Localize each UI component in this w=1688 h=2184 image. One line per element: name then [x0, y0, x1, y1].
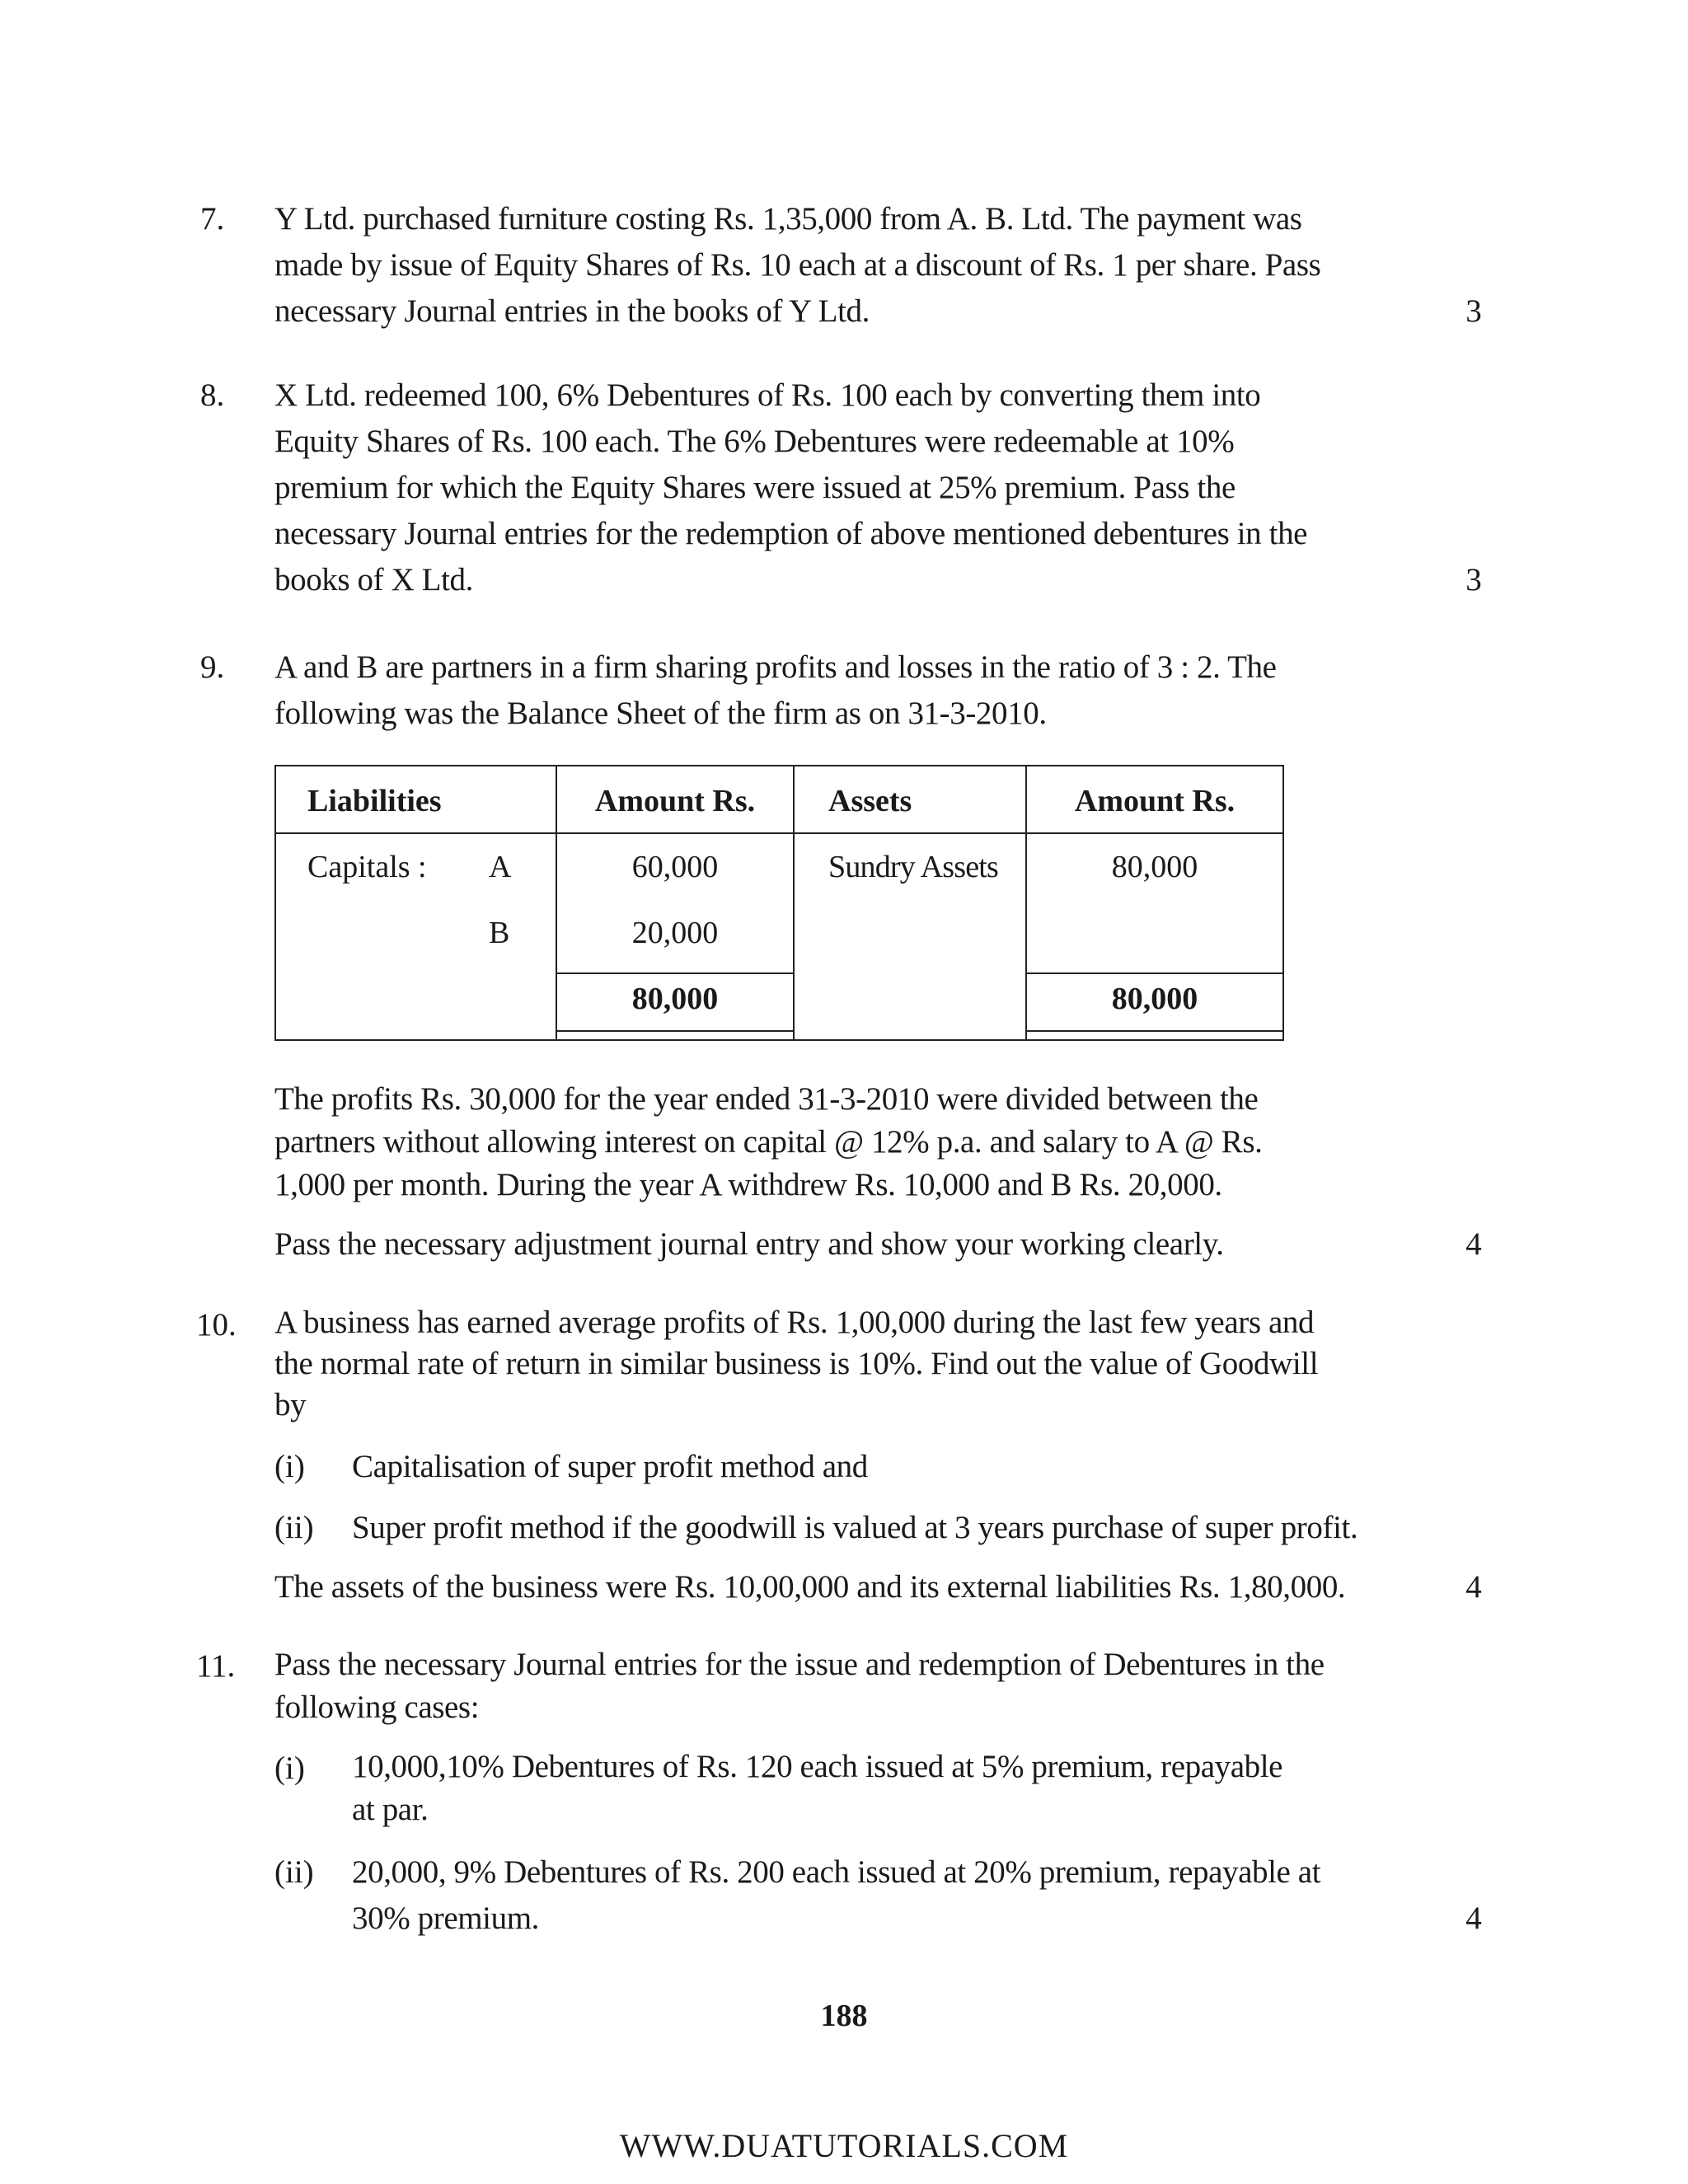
q10-sub1-text: Capitalisation of super profit method and: [352, 1449, 868, 1484]
header-amount-1: Amount Rs.: [594, 784, 756, 818]
page-number: 188: [820, 1999, 868, 2033]
q8-number: 8.: [200, 377, 225, 413]
q9-intro-line-2: following was the Balance Sheet of the firm as on 31-3-2010.: [274, 696, 1047, 731]
header-rule: [276, 832, 1282, 834]
q8-line-3: premium for which the Equity Shares were issued at 25% premium. Pass the: [274, 470, 1236, 505]
q9-number: 9.: [200, 649, 225, 685]
q8-marks: 3: [1465, 562, 1482, 598]
q11-marks: 4: [1465, 1900, 1482, 1936]
q7-text: [274, 196, 1338, 335]
q11-sub1-label: (i): [274, 1750, 305, 1786]
footer-url: WWW.DUATUTORIALS.COM: [619, 2127, 1069, 2164]
q10-closing: [274, 1564, 1346, 1610]
q10-sub2-text: Super profit method if the goodwill is valued at 3 years purchase of super profit.: [352, 1510, 1358, 1545]
table-divider: [793, 766, 795, 1039]
q11-sub1-line-2: at par.: [352, 1792, 429, 1827]
q11-intro-line-1: Pass the necessary Journal entries for the issue and redemption of Debentures in the: [274, 1647, 1325, 1682]
partner-b-label: B: [489, 916, 510, 950]
q10-intro-line-2: the normal rate of return in similar business is 10%. Find out the value of Goodwill: [274, 1346, 1319, 1381]
q8-line-4: necessary Journal entries for the redemption of above mentioned debentures in the: [274, 516, 1308, 551]
balance-sheet-table: [274, 765, 1284, 1041]
q9-body-line-1: The profits Rs. 30,000 for the year ended 31-3-2010 were divided between the: [274, 1081, 1259, 1117]
q10-intro: [274, 1302, 1338, 1426]
total-rule-top: [1025, 972, 1282, 974]
q10-intro-line-3: by: [274, 1387, 307, 1422]
q7-line-1: Y Ltd. purchased furniture costing Rs. 1,35,000 from A. B. Ltd. The payment was: [274, 201, 1302, 237]
total-assets: 80,000: [1111, 982, 1198, 1016]
q10-marks: 4: [1465, 1569, 1482, 1605]
header-assets: Assets: [828, 784, 912, 818]
q8-line-1: X Ltd. redeemed 100, 6% Debentures of Rs. 100 each by converting them into: [274, 377, 1261, 413]
total-liabilities: 80,000: [631, 982, 719, 1016]
asset-name: Sundry Assets: [828, 850, 999, 884]
q11-sub1-text: [352, 1746, 1374, 1831]
q8-line-5: books of X Ltd.: [274, 562, 473, 598]
q11-sub2-line-2: 30% premium.: [352, 1900, 539, 1936]
q10-intro-line-1: A business has earned average profits of Rs. 1,00,000 during the last few years and: [274, 1305, 1315, 1340]
q11-sub2-text: [352, 1849, 1374, 1942]
q10-closing-text: The assets of the business were Rs. 10,00,000 and its external liabilities Rs. 1,80,000.: [274, 1569, 1346, 1605]
q9-body-line-3: 1,000 per month. During the year A withdrew Rs. 10,000 and B Rs. 20,000.: [274, 1167, 1222, 1202]
q11-sub1-line-1: 10,000,10% Debentures of Rs. 120 each issued at 5% premium, repayable: [352, 1749, 1283, 1784]
q10-number: 10.: [196, 1307, 237, 1343]
q11-sub2-label: (ii): [274, 1854, 314, 1890]
q10-sub1-label: (i): [274, 1449, 305, 1484]
q7-marks: 3: [1465, 293, 1482, 329]
q9-instruction-text: Pass the necessary adjustment journal entry and show your working clearly.: [274, 1226, 1224, 1262]
asset-amount: 80,000: [1111, 850, 1198, 884]
amount-a: 60,000: [631, 850, 719, 884]
q10-sub2-label: (ii): [274, 1510, 314, 1545]
amount-b: 20,000: [631, 916, 719, 950]
q11-number: 11.: [196, 1648, 236, 1684]
q11-intro-line-2: following cases:: [274, 1690, 480, 1725]
q11-sub2-line-1: 20,000, 9% Debentures of Rs. 200 each issued at 20% premium, repayable at: [352, 1854, 1321, 1890]
q7-line-3: necessary Journal entries in the books of Y Ltd.: [274, 293, 870, 329]
capitals-label: Capitals :: [307, 850, 427, 884]
q8-text: [274, 373, 1338, 603]
q8-line-2: Equity Shares of Rs. 100 each. The 6% Debentures were redeemable at 10%: [274, 424, 1235, 459]
q11-intro: [274, 1643, 1338, 1729]
q9-intro-line-1: A and B are partners in a firm sharing profits and losses in the ratio of 3 : 2. The: [274, 649, 1277, 685]
total-rule-top: [556, 972, 795, 974]
q7-line-2: made by issue of Equity Shares of Rs. 10 each at a discount of Rs. 1 per share. Pass: [274, 247, 1321, 283]
total-rule-bottom: [556, 1030, 795, 1032]
partner-a-label: A: [489, 850, 512, 884]
total-rule-bottom: [1025, 1030, 1282, 1032]
header-amount-2: Amount Rs.: [1074, 784, 1236, 818]
q7-number: 7.: [200, 201, 225, 237]
q9-instruction: [274, 1221, 1338, 1268]
q9-body: [274, 1078, 1338, 1207]
q9-intro: [274, 644, 1338, 737]
header-liabilities: Liabilities: [307, 784, 442, 818]
q9-marks: 4: [1465, 1226, 1482, 1262]
q9-body-line-2: partners without allowing interest on capital @ 12% p.a. and salary to A @ Rs.: [274, 1124, 1263, 1160]
